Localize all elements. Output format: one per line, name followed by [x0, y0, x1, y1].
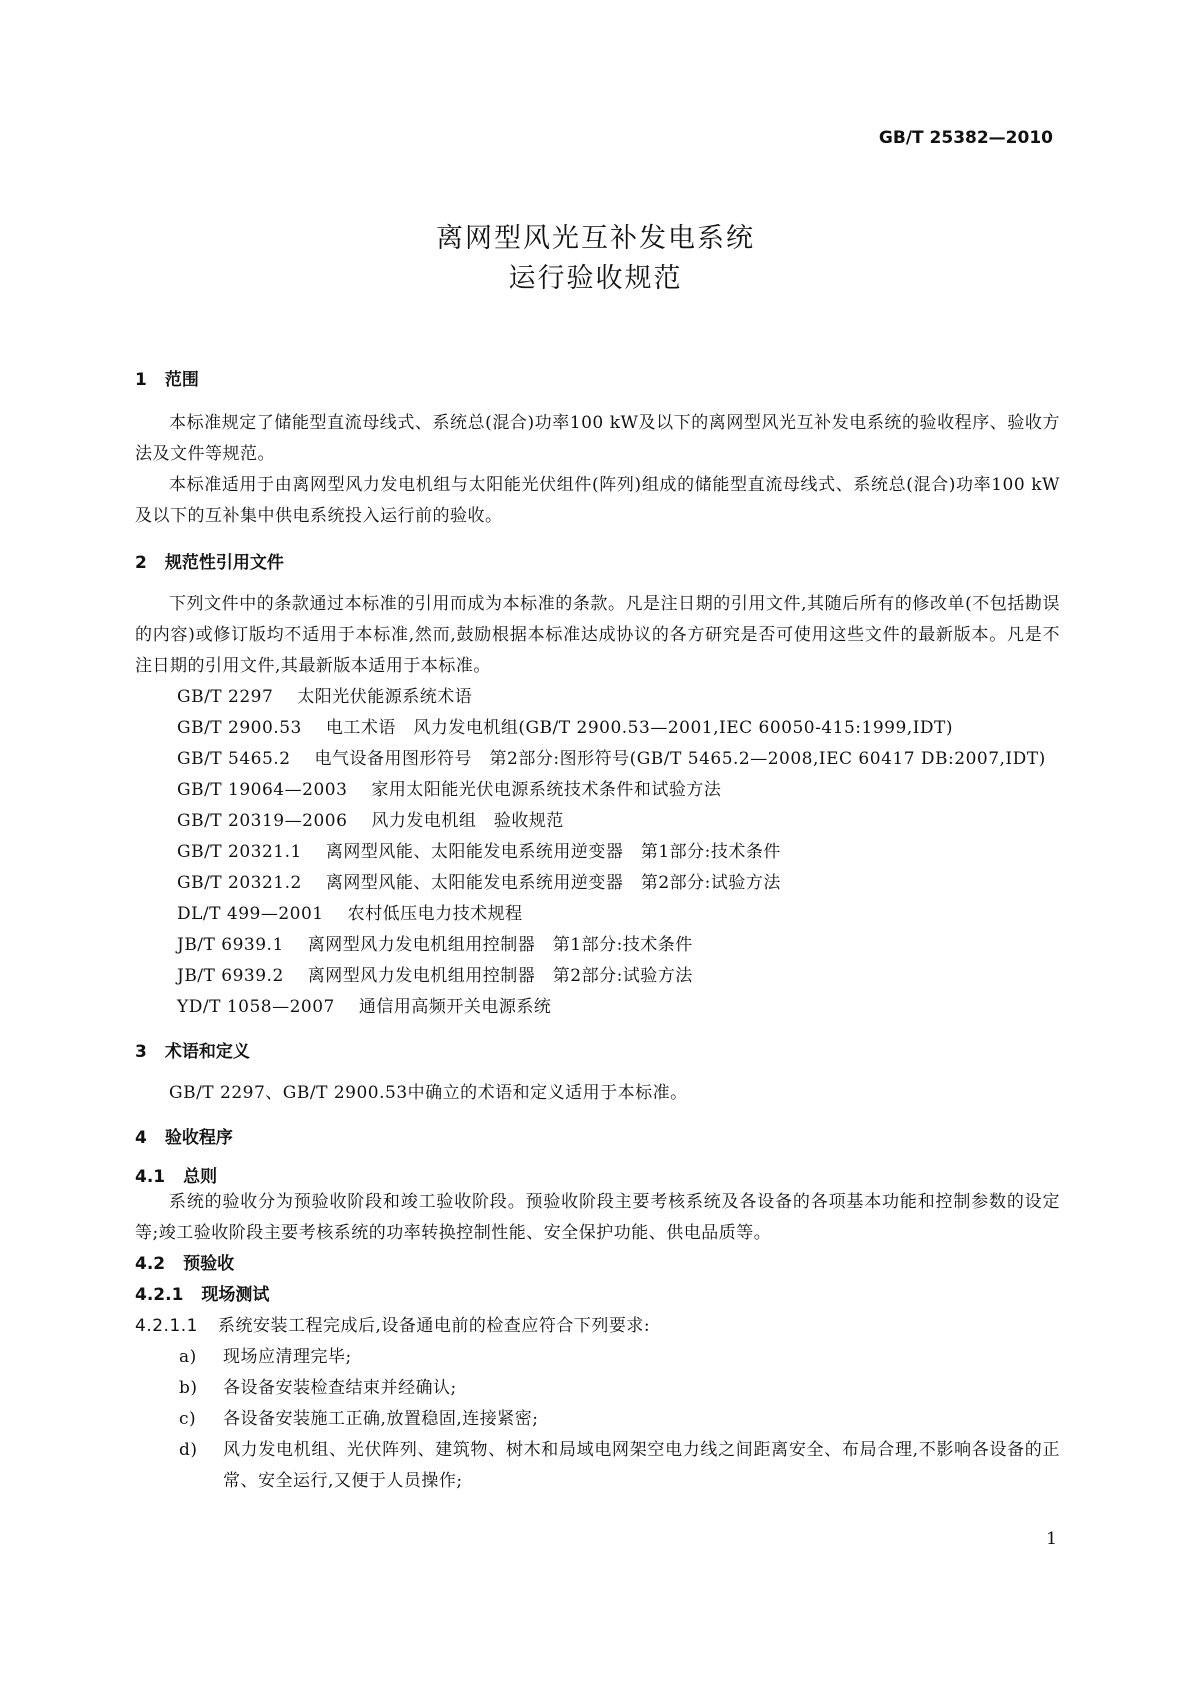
reference-item: DL/T 499—2001 农村低压电力技术规程 [177, 904, 523, 924]
reference-item: GB/T 2900.53 电工术语 风力发电机组(GB/T 2900.53—2001,IEC 60050-415:1999,IDT) [177, 718, 954, 738]
section-3-heading: 3 术语和定义 [135, 1042, 250, 1062]
section-4-2-heading: 4.2 预验收 [135, 1254, 235, 1274]
list-item: b) 各设备安装检查结束并经确认; [179, 1378, 457, 1398]
reference-item: GB/T 2297 太阳光伏能源系统术语 [177, 687, 473, 707]
document-title-line2: 运行验收规范 [508, 263, 683, 294]
section-4-2-1-heading: 4.2.1 现场测试 [135, 1285, 270, 1305]
section-2-paragraph-1: 下列文件中的条款通过本标准的引用而成为本标准的条款。凡是注日期的引用文件,其随后所有的修改单(不包括勘误的内容)或修订版均不适用于本标准,然而,鼓励根据本标准达成协议的各方研究是否可使用这些文件的最新版本。凡是不注日期的引用文件,其最新版本适用于本标准。 [135, 594, 1060, 676]
section-4-heading: 4 验收程序 [135, 1128, 233, 1148]
section-4-2-1-1-paragraph: 4.2.1.1 系统安装工程完成后,设备通电前的检查应符合下列要求: [135, 1316, 651, 1336]
reference-item: GB/T 20321.2 离网型风能、太阳能发电系统用逆变器 第2部分:试验方法 [177, 873, 781, 893]
reference-item: GB/T 20321.1 离网型风能、太阳能发电系统用逆变器 第1部分:技术条件 [177, 842, 781, 862]
page-number: 1 [1046, 1529, 1057, 1549]
section-4-1-paragraph-1: 系统的验收分为预验收阶段和竣工验收阶段。预验收阶段主要考核系统及各设备的各项基本功能和控制参数的设定等;竣工验收阶段主要考核系统的功率转换控制性能、安全保护功能、供电品质等。 [135, 1192, 1060, 1243]
reference-item: YD/T 1058—2007 通信用高频开关电源系统 [177, 997, 552, 1017]
reference-item: GB/T 5465.2 电气设备用图形符号 第2部分:图形符号(GB/T 5465.2—2008,IEC 60417 DB:2007,IDT) [177, 749, 1046, 769]
list-item: a) 现场应清理完毕; [179, 1347, 352, 1367]
section-1-heading: 1 范围 [135, 370, 199, 390]
document-body [135, 365, 1060, 1497]
list-item: d) 风力发电机组、光伏阵列、建筑物、树木和局域电网架空电力线之间距离安全、布局合理,不影响各设备的正常、安全运行,又便于人员操作; [179, 1440, 1060, 1491]
reference-item: JB/T 6939.1 离网型风力发电机组用控制器 第1部分:技术条件 [177, 935, 693, 955]
section-2-heading: 2 规范性引用文件 [135, 553, 284, 573]
section-3-paragraph-1: GB/T 2297、GB/T 2900.53中确立的术语和定义适用于本标准。 [169, 1083, 688, 1103]
document-title-line1: 离网型风光互补发电系统 [436, 223, 755, 254]
standard-code: GB/T 25382—2010 [878, 128, 1053, 148]
section-1-paragraph-1: 本标准规定了储能型直流母线式、系统总(混合)功率100 kW及以下的离网型风光互补发电系统的验收程序、验收方法及文件等规范。 [135, 413, 1060, 464]
section-4-1-heading: 4.1 总则 [135, 1167, 218, 1187]
list-item: c) 各设备安装施工正确,放置稳固,连接紧密; [179, 1409, 539, 1429]
section-1-paragraph-2: 本标准适用于由离网型风力发电机组与太阳能光伏组件(阵列)组成的储能型直流母线式、系统总(混合)功率100 kW及以下的互补集中供电系统投入运行前的验收。 [135, 475, 1060, 526]
reference-item: JB/T 6939.2 离网型风力发电机组用控制器 第2部分:试验方法 [177, 966, 693, 986]
reference-item: GB/T 19064—2003 家用太阳能光伏电源系统技术条件和试验方法 [177, 780, 722, 800]
reference-item: GB/T 20319—2006 风力发电机组 验收规范 [177, 811, 564, 831]
